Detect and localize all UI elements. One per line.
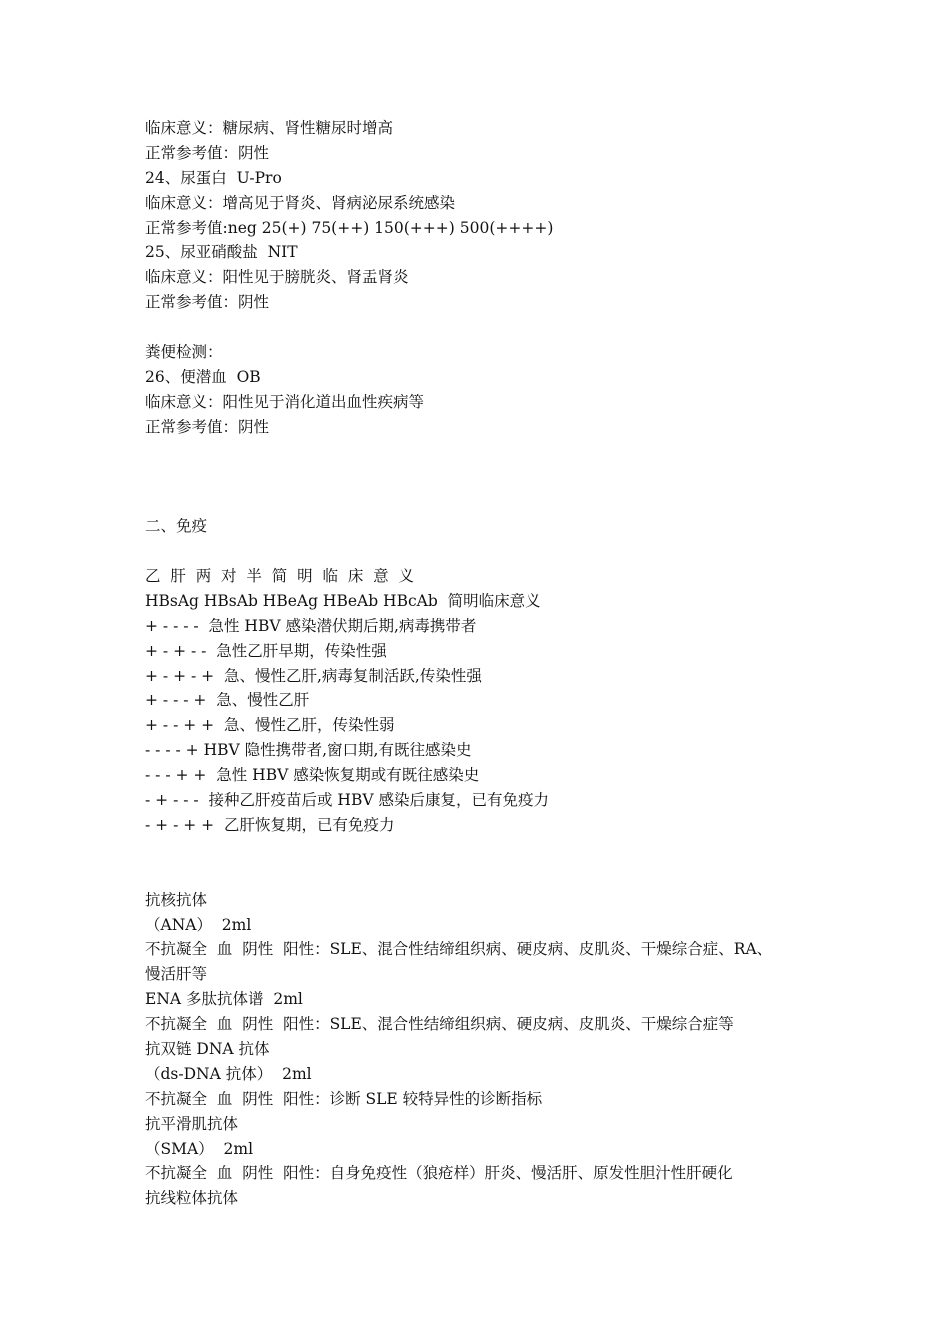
text-line: 临床意义：阳性见于膀胱炎、肾盂肾炎 [145, 268, 409, 287]
text-line: + - - - - 急性 HBV 感染潜伏期后期,病毒携带者 [145, 616, 477, 635]
text-line: + - - + + 急、慢性乙肝，传染性弱 [145, 716, 395, 735]
blank-line [145, 315, 825, 340]
text-line: 正常参考值：阴性 [145, 293, 270, 312]
text-line: - + - - - 接种乙肝疫苗后或 HBV 感染后康复，已有免疫力 [145, 791, 549, 810]
text-line: 正常参考值：阴性 [145, 417, 270, 436]
text-line: 26、便潜血 OB [145, 367, 261, 386]
text-line: 不抗凝全 血 阴性 阳性：SLE、混合性结缔组织病、硬皮病、皮肌炎、干燥综合症、RA、 [145, 940, 773, 959]
blank-line [145, 863, 825, 888]
blank-line [145, 440, 825, 465]
text-line: 抗平滑肌抗体 [145, 1114, 239, 1133]
text-line: + - + - - 急性乙肝早期，传染性强 [145, 641, 387, 660]
blank-line [145, 489, 825, 514]
text-line: 临床意义：阳性见于消化道出血性疾病等 [145, 392, 425, 411]
text-line: 二、免疫 [145, 517, 208, 536]
text-line: 不抗凝全 血 阴性 阳性：自身免疫性（狼疮样）肝炎、慢活肝、原发性胆汁性肝硬化 [145, 1164, 733, 1183]
text-line: 抗双链 DNA 抗体 [145, 1039, 270, 1058]
text-line: （ds-DNA 抗体） 2ml [145, 1064, 312, 1083]
text-line: 临床意义：增高见于肾炎、肾病泌尿系统感染 [145, 193, 456, 212]
text-line: 临床意义：糖尿病、肾性糖尿时增高 [145, 119, 394, 137]
text-line: - - - - + HBV 隐性携带者,窗口期,有既往感染史 [145, 741, 472, 760]
text-line: （SMA） 2ml [145, 1139, 254, 1158]
blank-line [145, 838, 825, 863]
text-line: + - + - + 急、慢性乙肝,病毒复制活跃,传染性强 [145, 666, 482, 685]
text-line: 正常参考值:neg 25(+) 75(++) 150(+++) 500(++++) [145, 218, 554, 237]
document-body [145, 116, 825, 1211]
text-line: + - - - + 急、慢性乙肝 [145, 691, 310, 710]
text-line: - - - + + 急性 HBV 感染恢复期或有既往感染史 [145, 766, 480, 785]
text-line: 24、尿蛋白 U-Pro [145, 168, 282, 187]
text-line: （ANA） 2ml [145, 915, 252, 934]
text-line: HBsAg HBsAb HBeAg HBeAb HBcAb 简明临床意义 [145, 591, 541, 610]
text-line: 乙 肝 两 对 半 简 明 临 床 意 义 [145, 567, 415, 586]
blank-line [145, 539, 825, 564]
text-line: 25、尿亚硝酸盐 NIT [145, 243, 298, 262]
blank-line [145, 464, 825, 489]
text-line: 不抗凝全 血 阴性 阳性：诊断 SLE 较特异性的诊断指标 [145, 1089, 543, 1108]
text-line: 抗核抗体 [145, 890, 208, 909]
text-line: 不抗凝全 血 阴性 阳性：SLE、混合性结缔组织病、硬皮病、皮肌炎、干燥综合症等 [145, 1015, 734, 1034]
text-line: 正常参考值：阴性 [145, 143, 270, 162]
text-line: ENA 多肽抗体谱 2ml [145, 990, 303, 1009]
text-line: 抗线粒体抗体 [145, 1189, 239, 1208]
text-line: 粪便检测： [145, 343, 223, 362]
text-line: - + - + + 乙肝恢复期，已有免疫力 [145, 815, 395, 834]
text-line: 慢活肝等 [145, 965, 208, 984]
